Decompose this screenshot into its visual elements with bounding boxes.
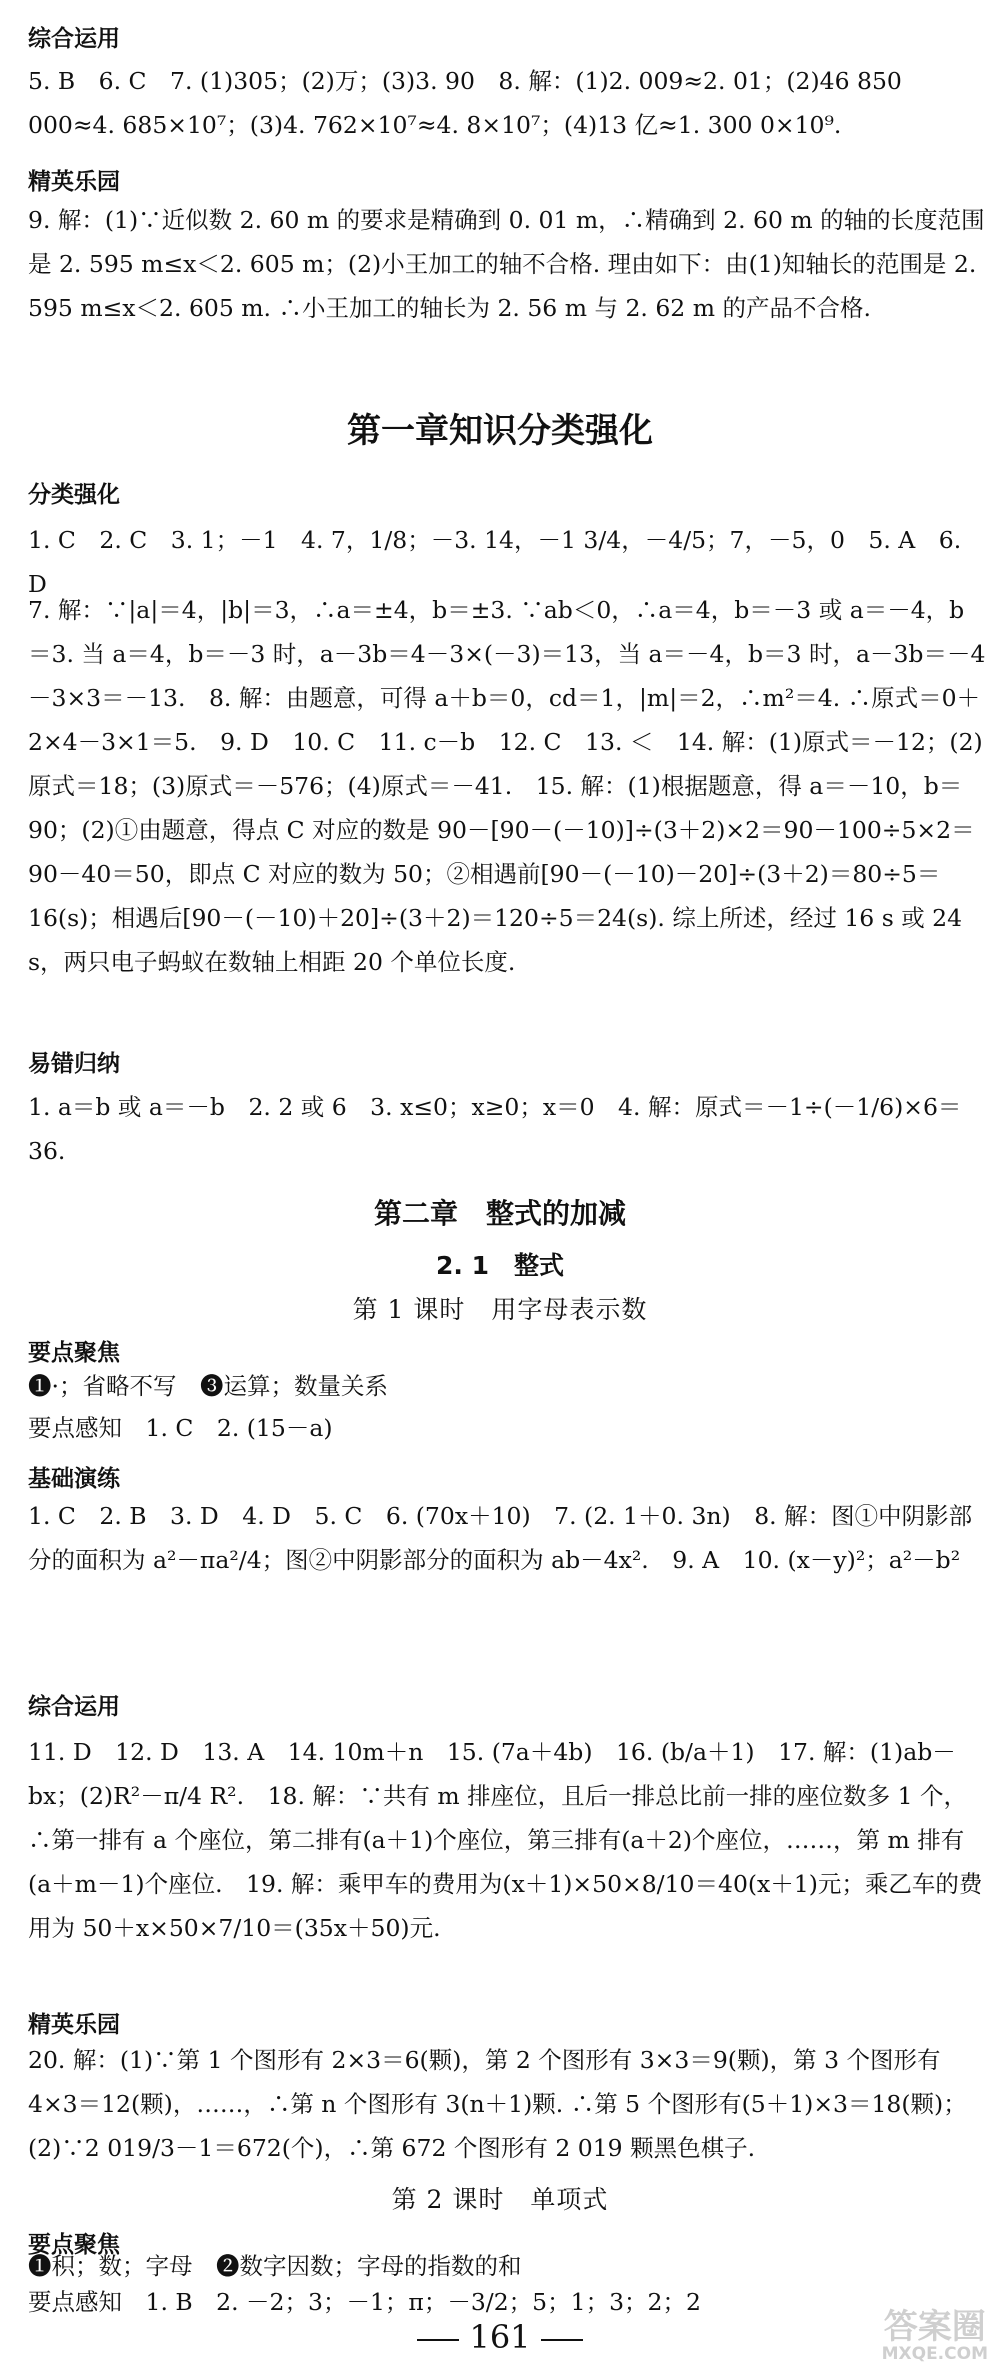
watermark-line1: 答案圈 xyxy=(883,2307,986,2347)
section-label-elite: 精英乐园 xyxy=(28,2012,120,2038)
answer-paragraph: 11. D 12. D 13. A 14. 10m＋n 15. (7a＋4b) 16. (b/a＋1) 17. 解：(1)ab－bx；(2)R²－π/4 R². 18. 解：∵共有 m 排座位，且后一排总比前一排的座位数多 1 个，∴第一排有 a 个座位，第二排有(a＋1)个座位，第三排有(a＋2)个座位，……，第 m 排有(a＋m－1)个座位. 19. 解：乘甲车的费用为(x＋1)×50×8/10＝40(x＋1)元；乘乙车的费用为 50＋x×50×7/10＝(35x＋50)元. xyxy=(28,1738,983,1942)
section-label-comprehensive: 综合运用 xyxy=(28,1694,120,1720)
answer-paragraph: ❶·；省略不写 ❸运算；数量关系 xyxy=(28,1372,388,1400)
answer-paragraph: 7. 解：∵|a|＝4，|b|＝3，∴a＝±4，b＝±3. ∵ab＜0，∴a＝4，b＝－3 或 a＝－4，b＝3. 当 a＝4，b＝－3 时，a－3b＝4－3×(－3)＝13，当 a＝－4，b＝3 时，a－3b＝－4－3×3＝－13. 8. 解：由题意，可得 a＋b＝0，cd＝1，|m|＝2，∴m²＝4. ∴原式＝0＋2×4－3×1＝5. 9. D 10. C 11. c－b 12. C 13. ＜ 14. 解：(1)原式＝－12；(2)原式＝18；(3)原式＝－576；(4)原式＝－41. 15. 解：(1)根据题意，得 a＝－10，b＝90；(2)①由题意，得点 C 对应的数是 90－[90－(－10)]÷(3＋2)×2＝90－100÷5×2＝90－40＝50，即点 C 对应的数为 50；②相遇前[90－(－10)－20]÷(3＋2)＝80÷5＝16(s)；相遇后[90－(－10)＋20]÷(3＋2)＝120÷5＝24(s). 综上所述，经过 16 s 或 24 s，两只电子蚂蚁在数轴上相距 20 个单位长度. xyxy=(28,596,986,976)
section-label-key-points: 要点聚焦 xyxy=(28,1340,120,1366)
page-number xyxy=(0,2318,1000,2356)
lesson-heading: 第 1 课时 用字母表示数 xyxy=(352,1295,648,1324)
answer-paragraph: 9. 解：(1)∵近似数 2. 60 m 的要求是精确到 0. 01 m，∴精确到 2. 60 m 的轴的长度范围是 2. 595 m≤x＜2. 605 m；(2)小王加工的轴不合格. 理由如下：由(1)知轴长的范围是 2. 595 m≤x＜2. 605 m. ∴小王加工的轴长为 2. 56 m 与 2. 62 m 的产品不合格. xyxy=(28,206,985,322)
watermark-logo xyxy=(882,2309,988,2363)
chapter-review-heading: 第一章知识分类强化 xyxy=(347,411,653,451)
section-heading: 2. 1 整式 xyxy=(436,1251,564,1280)
section-label-classified: 分类强化 xyxy=(28,482,120,508)
page-number-value: 161 xyxy=(469,2318,531,2356)
page-number-dash-left xyxy=(417,2339,459,2341)
lesson-heading: 第 2 课时 单项式 xyxy=(391,2185,609,2214)
section-label-key-points: 要点聚焦 xyxy=(28,2232,120,2258)
chapter-heading: 第二章 整式的加减 xyxy=(373,1197,626,1230)
answer-paragraph: 1. a＝b 或 a＝－b 2. 2 或 6 3. x≤0；x≥0；x＝0 4. 解：原式＝－1÷(－1/6)×6＝36. xyxy=(28,1093,962,1165)
section-label-elite: 精英乐园 xyxy=(28,169,120,195)
answer-paragraph: 要点感知 1. C 2. (15－a) xyxy=(28,1414,333,1442)
answer-paragraph: 1. C 2. C 3. 1；－1 4. 7，1/8；－3. 14，－1 3/4，－4/5；7，－5，0 5. A 6. D xyxy=(28,526,962,598)
page-number-dash-right xyxy=(541,2339,583,2341)
section-label-comprehensive: 综合运用 xyxy=(28,26,120,52)
section-label-basic-practice: 基础演练 xyxy=(28,1466,120,1492)
answer-paragraph: 要点感知 1. B 2. －2；3；－1；π；－3/2；5；1；3；2；2 xyxy=(28,2288,701,2316)
answer-paragraph: ❶积；数；字母 ❷数字因数；字母的指数的和 xyxy=(28,2252,522,2280)
answer-paragraph: 20. 解：(1)∵第 1 个图形有 2×3＝6(颗)，第 2 个图形有 3×3＝9(颗)，第 3 个图形有 4×3＝12(颗)，……，∴第 n 个图形有 3(n＋1)颗. ∴第 5 个图形有(5＋1)×3＝18(颗)；(2)∵2 019/3－1＝672(个)，∴第 672 个图形有 2 019 颗黑色棋子. xyxy=(28,2046,967,2162)
answer-paragraph: 1. C 2. B 3. D 4. D 5. C 6. (70x＋10) 7. (2. 1＋0. 3n) 8. 解：图①中阴影部分的面积为 a²－πa²/4；图②中阴影部分的面积为 ab－4x². 9. A 10. (x－y)²；a²－b² xyxy=(28,1502,973,1574)
watermark-line2: MXQE.COM xyxy=(881,2344,988,2364)
answer-paragraph: 5. B 6. C 7. (1)305；(2)万；(3)3. 90 8. 解：(1)2. 009≈2. 01；(2)46 850 000≈4. 685×10⁷；(3)4. 762×10⁷≈4. 8×10⁷；(4)13 亿≈1. 300 0×10⁹. xyxy=(28,67,902,139)
section-label-common-errors: 易错归纳 xyxy=(28,1051,120,1077)
